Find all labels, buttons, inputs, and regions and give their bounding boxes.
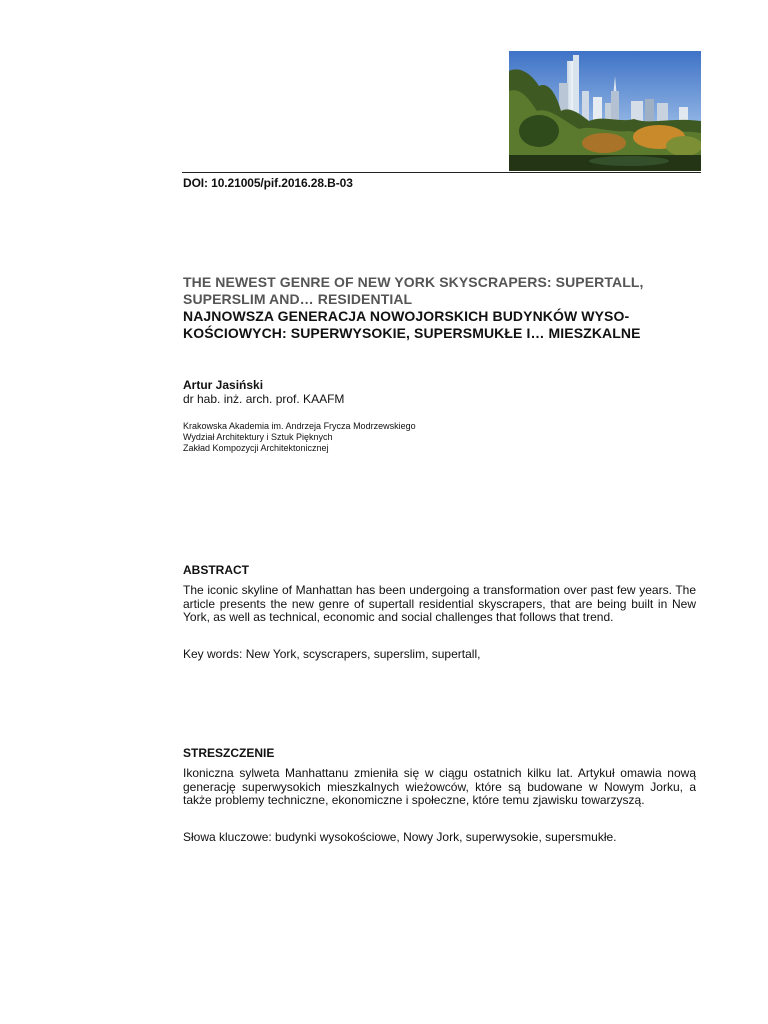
abstract-keywords: Key words: New York, scyscrapers, superslim, supertall, (183, 647, 481, 661)
streszczenie-text: Ikoniczna sylweta Manhattanu zmieniła się w ciągu ostatnich kilku lat. Artykuł omawia nową generację superwysokich mieszkalnych wieżowców, które są budowane w Nowym Jorku, a także problemy techniczne, ekonomiczne i społeczne, które temu zjawisku towarzyszą. (183, 766, 696, 807)
new-york-skyline-photo-icon (509, 51, 701, 171)
skyline-photo (509, 51, 701, 171)
affiliation-line: Krakowska Akademia im. Andrzeja Frycza Modrzewskiego (183, 421, 416, 431)
title-english-line-1: THE NEWEST GENRE OF NEW YORK SKYSCRAPERS: SUPERTALL, (183, 274, 644, 290)
doi-label: DOI: 10.21005/pif.2016.28.B-03 (183, 176, 353, 190)
title-polish (183, 308, 703, 342)
header-divider (182, 172, 701, 173)
title-english (183, 274, 703, 308)
affiliation-line: Zakład Kompozycji Architektonicznej (183, 443, 329, 453)
author-name: Artur Jasiński (183, 378, 264, 392)
author-degree: dr hab. inż. arch. prof. KAAFM (183, 392, 345, 406)
abstract-text: The iconic skyline of Manhattan has been undergoing a transformation over past few years. The article presents the new genre of supertall residential skyscrapers, that are being built in New York, as well as technical, economic and social challenges that follows that trend. (183, 583, 696, 624)
title-english-line-2: SUPERSLIM AND… RESIDENTIAL (183, 291, 413, 307)
title-polish-line-1: NAJNOWSZA GENERACJA NOWOJORSKICH BUDYNKÓW WYSO- (183, 308, 630, 324)
title-polish-line-2: KOŚCIOWYCH: SUPERWYSOKIE, SUPERSMUKŁE I… MIESZKALNE (183, 325, 641, 341)
affiliation-line: Wydział Architektury i Sztuk Pięknych (183, 432, 333, 442)
streszczenie-heading: STRESZCZENIE (183, 746, 275, 760)
author-affiliation (183, 421, 583, 454)
abstract-heading: ABSTRACT (183, 563, 249, 577)
streszczenie-keywords: Słowa kluczowe: budynki wysokościowe, Nowy Jork, superwysokie, supersmukłe. (183, 830, 617, 844)
